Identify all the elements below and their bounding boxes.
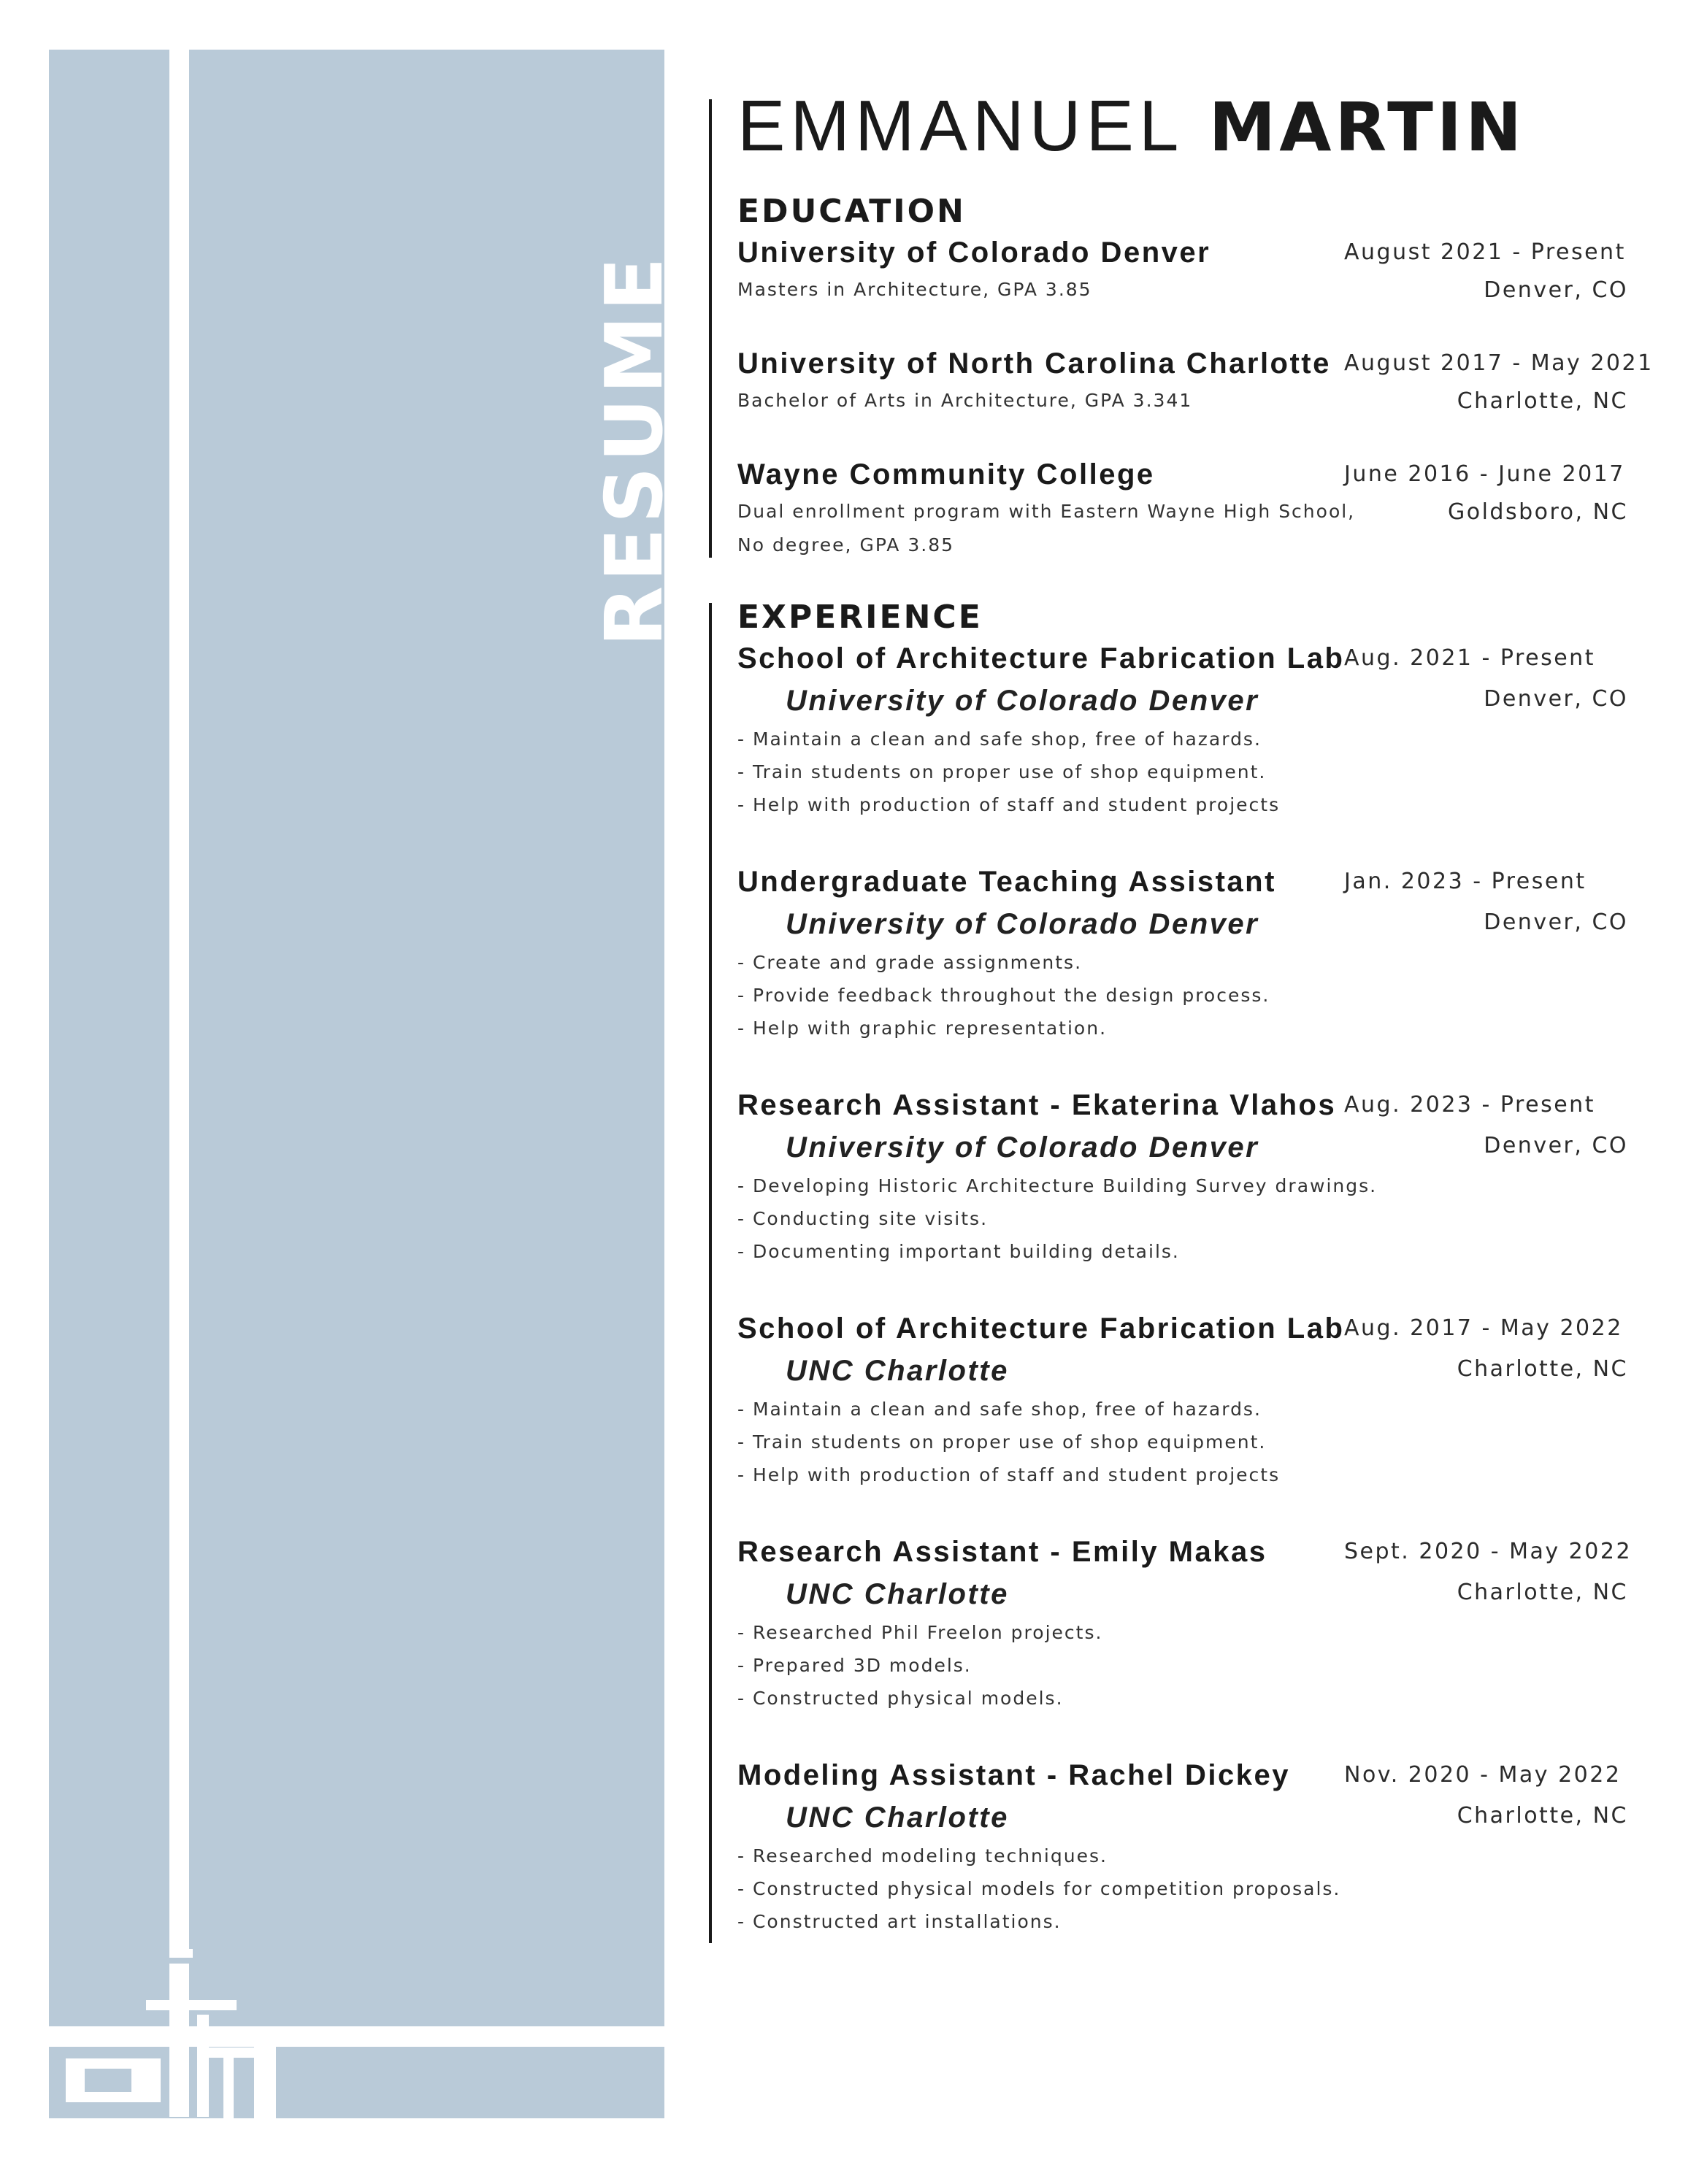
date-range: June 2016 - June 2017 xyxy=(1344,461,1625,487)
date-range: Jan. 2023 - Present xyxy=(1344,869,1587,894)
list-item: - Help with graphic representation. xyxy=(737,1018,1108,1039)
date-range: August 2017 - May 2021 xyxy=(1344,350,1654,376)
list-item: - Help with production of staff and student projects xyxy=(737,1464,1281,1485)
experience-entry xyxy=(737,1531,1633,1715)
divider-line xyxy=(709,99,712,558)
list-item: - Researched modeling techniques. xyxy=(737,1845,1108,1866)
organization: UNC Charlotte xyxy=(786,1802,1009,1834)
duties-list xyxy=(737,723,1628,821)
list-item: - Constructed physical models. xyxy=(737,1688,1064,1709)
location: Denver, CO xyxy=(1484,686,1628,712)
list-item: - Maintain a clean and safe shop, free of hazards. xyxy=(737,1399,1262,1420)
duties-list xyxy=(737,1169,1628,1268)
date-range: Aug. 2023 - Present xyxy=(1344,1092,1595,1118)
duties-list xyxy=(737,1393,1628,1491)
list-item: - Prepared 3D models. xyxy=(737,1655,972,1676)
organization: University of Colorado Denver xyxy=(786,908,1259,940)
divider-line xyxy=(709,603,712,1943)
sidebar-panel xyxy=(0,0,730,2184)
degree-detail: Bachelor of Arts in Architecture, GPA 3.341 xyxy=(737,390,1193,411)
location: Charlotte, NC xyxy=(1457,1580,1628,1605)
organization: University of Colorado Denver xyxy=(786,685,1259,717)
list-item: - Developing Historic Architecture Building Survey drawings. xyxy=(737,1175,1378,1196)
location: Denver, CO xyxy=(1484,1133,1628,1158)
experience-entry xyxy=(737,638,1628,821)
location: Charlotte, NC xyxy=(1457,388,1628,414)
job-title: Modeling Assistant - Rachel Dickey xyxy=(737,1759,1291,1791)
date-range: Nov. 2020 - May 2022 xyxy=(1344,1762,1622,1788)
duties-list xyxy=(737,946,1628,1045)
date-range: Sept. 2020 - May 2022 xyxy=(1344,1539,1633,1564)
list-item: - Help with production of staff and student projects xyxy=(737,794,1281,815)
list-item: - Conducting site visits. xyxy=(737,1208,989,1229)
list-item: - Maintain a clean and safe shop, free of hazards. xyxy=(737,728,1262,750)
degree-detail: Masters in Architecture, GPA 3.85 xyxy=(737,279,1092,300)
organization: UNC Charlotte xyxy=(786,1355,1009,1387)
location: Charlotte, NC xyxy=(1457,1356,1628,1382)
list-item: - Researched Phil Freelon projects. xyxy=(737,1622,1103,1643)
date-range: Aug. 2017 - May 2022 xyxy=(1344,1315,1623,1341)
education-entry xyxy=(737,343,1654,418)
list-item: - Create and grade assignments. xyxy=(737,952,1083,973)
school-name: Wayne Community College xyxy=(737,458,1155,491)
experience-entry xyxy=(737,1085,1628,1268)
location: Denver, CO xyxy=(1484,910,1628,935)
last-name: MARTIN xyxy=(1208,88,1526,166)
list-item: - Documenting important building details. xyxy=(737,1241,1180,1262)
education-heading: EDUCATION xyxy=(737,193,966,230)
job-title: School of Architecture Fabrication Lab xyxy=(737,642,1345,674)
experience-heading: EXPERIENCE xyxy=(737,599,983,636)
experience-entry xyxy=(737,861,1628,1045)
location: Charlotte, NC xyxy=(1457,1803,1628,1829)
education-entry xyxy=(737,232,1628,307)
list-item: - Train students on proper use of shop equipment. xyxy=(737,1431,1267,1453)
job-title: Undergraduate Teaching Assistant xyxy=(737,866,1276,898)
school-name: University of North Carolina Charlotte xyxy=(737,347,1331,380)
experience-entry xyxy=(737,1755,1628,1938)
organization: UNC Charlotte xyxy=(786,1578,1009,1610)
list-item: - Constructed physical models for competition proposals. xyxy=(737,1878,1341,1899)
job-title: Research Assistant - Emily Makas xyxy=(737,1536,1267,1568)
location: Goldsboro, NC xyxy=(1448,499,1628,525)
duties-list xyxy=(737,1839,1628,1938)
resume-vertical-word: RESUME xyxy=(589,253,680,647)
list-item: - Train students on proper use of shop equipment. xyxy=(737,761,1267,783)
first-name: EMMANUEL xyxy=(737,85,1184,166)
degree-detail: Dual enrollment program with Eastern Wayne High School, No degree, GPA 3.85 xyxy=(737,501,1356,555)
job-title: Research Assistant - Ekaterina Vlahos xyxy=(737,1089,1337,1121)
page-title xyxy=(737,82,1614,169)
school-name: University of Colorado Denver xyxy=(737,237,1211,269)
duties-list xyxy=(737,1616,1628,1715)
experience-entry xyxy=(737,1308,1628,1491)
list-item: - Constructed art installations. xyxy=(737,1911,1062,1932)
date-range: Aug. 2021 - Present xyxy=(1344,645,1595,671)
location: Denver, CO xyxy=(1484,277,1628,303)
date-range: August 2021 - Present xyxy=(1344,239,1626,265)
education-entry xyxy=(737,454,1628,562)
organization: University of Colorado Denver xyxy=(786,1131,1259,1164)
job-title: School of Architecture Fabrication Lab xyxy=(737,1312,1345,1345)
list-item: - Provide feedback throughout the design process. xyxy=(737,985,1270,1006)
